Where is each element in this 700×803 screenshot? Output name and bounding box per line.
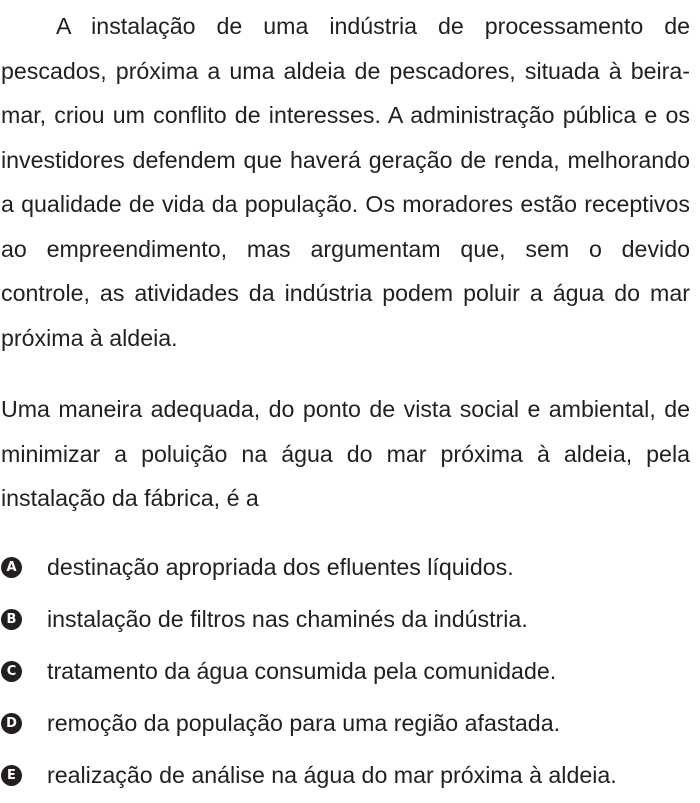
- option-a-letter-badge: A: [1, 557, 22, 578]
- answer-option-a[interactable]: [0, 541, 700, 593]
- question-prompt-paragraph: Uma maneira adequada, do ponto de vista social e ambiental, de minimizar a poluição na água do mar próxima à aldeia, pela instalação da fábrica, é a: [1, 396, 690, 511]
- option-a-text: destinação apropriada dos efluentes líquidos.: [47, 553, 514, 580]
- option-d-text: remoção da população para uma região afastada.: [47, 709, 561, 736]
- option-d-letter-badge: D: [1, 713, 22, 734]
- answer-option-e[interactable]: [0, 749, 700, 801]
- option-b-text: instalação de filtros nas chaminés da indústria.: [47, 605, 528, 632]
- answer-option-d[interactable]: [0, 697, 700, 749]
- question-context-paragraph: A instalação de uma indústria de processamento de pescados, próxima a uma aldeia de pescadores, situada à beira-mar, criou um conflito de interesses. A administração pública e os investidores defendem que haverá geração de renda, melhorando a qualidade de vida da população. Os moradores estão receptivos ao empreendimento, mas argumentam que, sem o devido controle, as atividades da indústria podem poluir a água do mar próxima à aldeia.: [1, 13, 690, 351]
- answer-options-list: [0, 541, 700, 801]
- option-e-text: realização de análise na água do mar próxima à aldeia.: [47, 761, 617, 788]
- option-c-text: tratamento da água consumida pela comunidade.: [47, 657, 557, 684]
- answer-option-b[interactable]: [0, 593, 700, 645]
- option-e-letter-badge: E: [1, 765, 22, 786]
- option-c-letter-badge: C: [1, 661, 22, 682]
- option-b-letter-badge: B: [1, 609, 22, 630]
- answer-option-c[interactable]: [0, 645, 700, 697]
